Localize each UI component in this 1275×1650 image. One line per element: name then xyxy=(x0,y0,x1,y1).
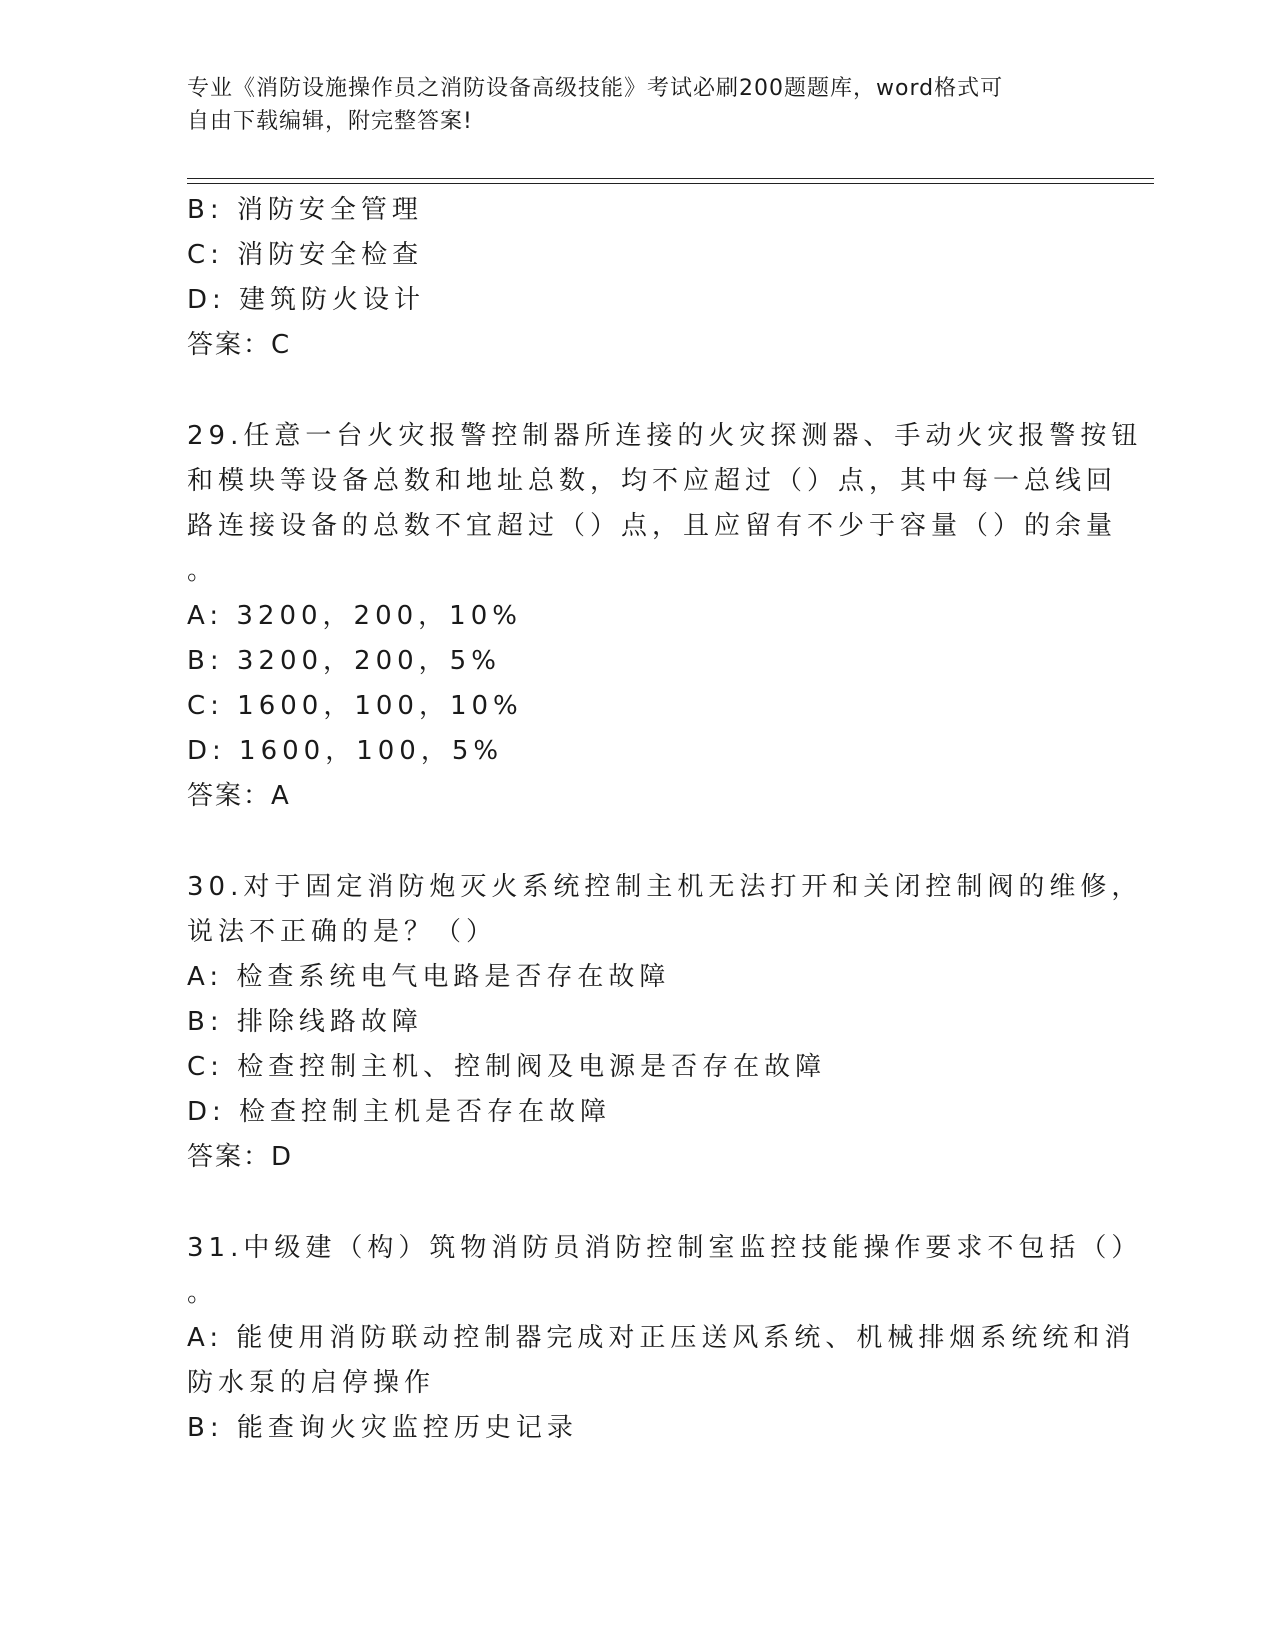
option-a-continued: 防水泵的启停操作 xyxy=(187,1368,436,1398)
stem-line: 路连接设备的总数不宜超过（）点，且应留有不少于容量（）的余量 xyxy=(187,511,1118,541)
option-a: A: 3200，200，10% xyxy=(187,601,522,631)
header-divider xyxy=(187,178,1154,184)
document-body xyxy=(187,188,1143,1451)
option-d: D: 检查控制主机是否存在故障 xyxy=(187,1097,612,1127)
answer-line: 答案：D xyxy=(187,1142,294,1172)
question-stem xyxy=(187,414,1143,594)
question-30 xyxy=(187,865,1143,1180)
header-line-1: 专业《消防设施操作员之消防设备高级技能》考试必刷200题题库，word格式可 xyxy=(187,76,1004,101)
stem-line: 说法不正确的是？（） xyxy=(187,917,498,947)
option-b: B: 能查询火灾监控历史记录 xyxy=(187,1413,578,1443)
option-b: B: 3200，200，5% xyxy=(187,646,501,676)
option-a: A: 能使用消防联动控制器完成对正压送风系统、机械排烟系统统和消 xyxy=(187,1323,1136,1353)
option-c: C: 检查控制主机、控制阀及电源是否存在故障 xyxy=(187,1052,827,1082)
option-a: A: 检查系统电气电路是否存在故障 xyxy=(187,962,671,992)
stem-line: 29.任意一台火灾报警控制器所连接的火灾探测器、手动火灾报警按钮 xyxy=(187,421,1143,451)
answer-line: 答案：C xyxy=(187,330,292,360)
option-d: D: 1600，100，5% xyxy=(187,736,504,766)
stem-line: 31.中级建（构）筑物消防员消防控制室监控技能操作要求不包括（） xyxy=(187,1233,1143,1263)
option-b: B: 消防安全管理 xyxy=(187,195,423,225)
option-b: B: 排除线路故障 xyxy=(187,1007,423,1037)
stem-line: 和模块等设备总数和地址总数，均不应超过（）点，其中每一总线回 xyxy=(187,466,1118,496)
stem-line: 。 xyxy=(187,556,219,586)
answer-line: 答案：A xyxy=(187,781,291,811)
document-header xyxy=(187,72,1067,138)
question-stem xyxy=(187,1226,1143,1316)
question-continued xyxy=(187,188,1067,368)
option-d: D: 建筑防火设计 xyxy=(187,285,426,315)
option-c: C: 1600，100，10% xyxy=(187,691,523,721)
option-c: C: 消防安全检查 xyxy=(187,240,424,270)
question-29 xyxy=(187,414,1143,819)
question-31 xyxy=(187,1226,1143,1451)
stem-line: 。 xyxy=(187,1278,219,1308)
header-line-2: 自由下载编辑，附完整答案! xyxy=(187,109,473,134)
question-stem xyxy=(187,865,1143,955)
stem-line: 30.对于固定消防炮灭火系统控制主机无法打开和关闭控制阀的维修， xyxy=(187,872,1143,902)
